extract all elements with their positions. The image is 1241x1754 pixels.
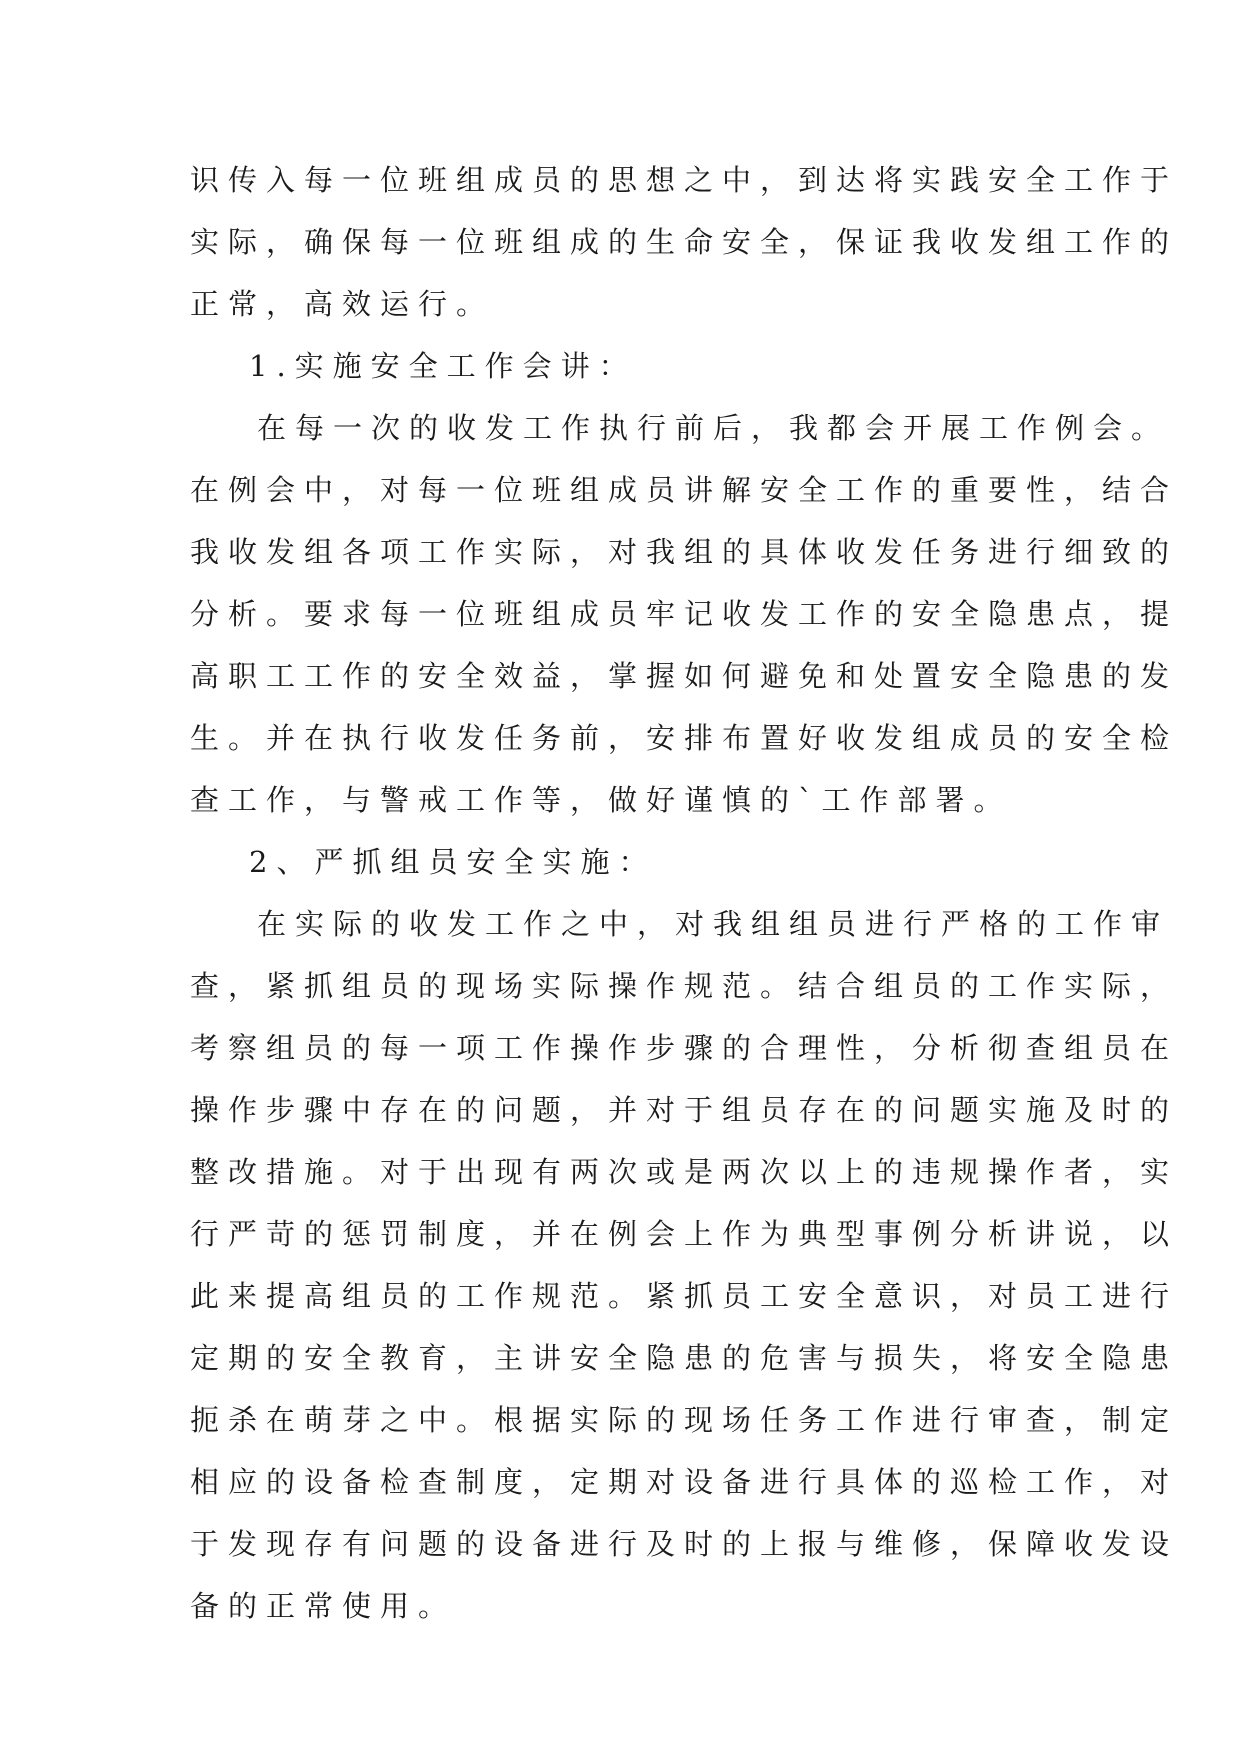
text-line: 扼杀在萌芽之中。根据实际的现场任务工作进行审查，制定 xyxy=(190,1403,1179,1437)
section-heading: 1.实施安全工作会讲： xyxy=(249,349,637,383)
section-heading: 2、严抓组员安全实施： xyxy=(249,845,657,879)
text-line: 操作步骤中存在的问题，并对于组员存在的问题实施及时的 xyxy=(190,1093,1179,1127)
text-line: 在例会中，对每一位班组成员讲解安全工作的重要性，结合 xyxy=(190,473,1179,507)
text-line: 备的正常使用。 xyxy=(190,1589,457,1623)
text-line: 相应的设备检查制度，定期对设备进行具体的巡检工作，对 xyxy=(190,1465,1179,1499)
text-line: 高职工工作的安全效益，掌握如何避免和处置安全隐患的发 xyxy=(190,659,1179,693)
paragraph-first-line: 在实际的收发工作之中，对我组组员进行严格的工作审 xyxy=(257,907,1170,941)
text-line: 整改措施。对于出现有两次或是两次以上的违规操作者，实 xyxy=(190,1155,1179,1189)
text-line: 此来提高组员的工作规范。紧抓员工安全意识，对员工进行 xyxy=(190,1279,1179,1313)
text-line: 分析。要求每一位班组成员牢记收发工作的安全隐患点，提 xyxy=(190,597,1179,631)
text-line: 查，紧抓组员的现场实际操作规范。结合组员的工作实际， xyxy=(190,969,1179,1003)
text-line: 实际，确保每一位班组成的生命安全，保证我收发组工作的 xyxy=(190,225,1179,259)
text-line: 我收发组各项工作实际，对我组的具体收发任务进行细致的 xyxy=(190,535,1179,569)
text-line: 于发现存有问题的设备进行及时的上报与维修，保障收发设 xyxy=(190,1527,1179,1561)
text-line: 考察组员的每一项工作操作步骤的合理性，分析彻查组员在 xyxy=(190,1031,1179,1065)
text-line: 识传入每一位班组成员的思想之中，到达将实践安全工作于 xyxy=(190,163,1179,197)
text-line: 定期的安全教育，主讲安全隐患的危害与损失，将安全隐患 xyxy=(190,1341,1179,1375)
text-line: 生。并在执行收发任务前，安排布置好收发组成员的安全检 xyxy=(190,721,1179,755)
paragraph-first-line: 在每一次的收发工作执行前后，我都会开展工作例会。 xyxy=(257,411,1170,445)
text-line: 查工作，与警戒工作等，做好谨慎的`工作部署。 xyxy=(190,783,1012,817)
text-line: 行严苛的惩罚制度，并在例会上作为典型事例分析讲说，以 xyxy=(190,1217,1179,1251)
text-line: 正常，高效运行。 xyxy=(190,287,495,321)
